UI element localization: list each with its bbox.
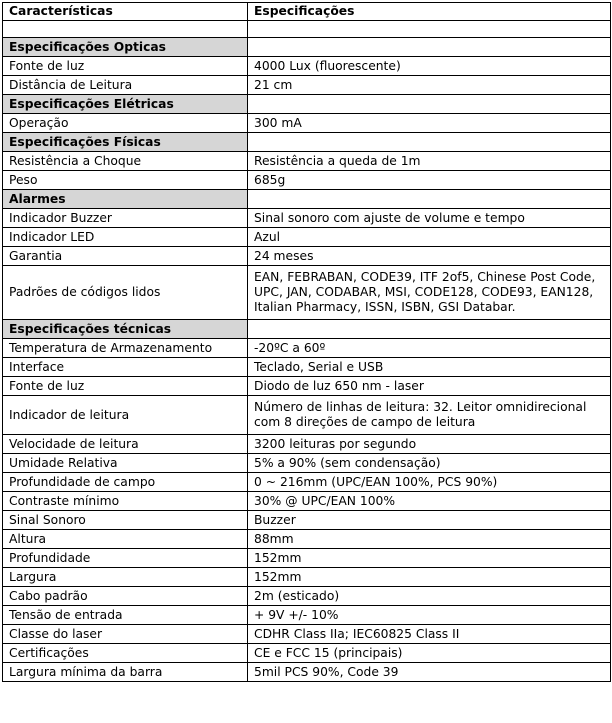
table-row bbox=[3, 625, 611, 644]
table-row bbox=[3, 266, 611, 320]
section-title: Especificações Elétricas bbox=[3, 95, 248, 114]
feature-value: 2m (esticado) bbox=[248, 587, 611, 606]
section-header-row bbox=[3, 320, 611, 339]
feature-label: Resistência a Choque bbox=[3, 152, 248, 171]
section-header-row bbox=[3, 95, 611, 114]
header-characteristics: Características bbox=[3, 3, 248, 21]
table-row bbox=[3, 454, 611, 473]
section-empty-cell bbox=[248, 38, 611, 57]
table-row bbox=[3, 644, 611, 663]
feature-value: Número de linhas de leitura: 32. Leitor omnidirecional com 8 direções de campo de leitura bbox=[248, 396, 611, 435]
feature-label: Cabo padrão bbox=[3, 587, 248, 606]
feature-label: Distância de Leitura bbox=[3, 76, 248, 95]
section-header-row bbox=[3, 190, 611, 209]
table-row bbox=[3, 473, 611, 492]
feature-label: Sinal Sonoro bbox=[3, 511, 248, 530]
table-row bbox=[3, 114, 611, 133]
feature-value: CDHR Class IIa; IEC60825 Class II bbox=[248, 625, 611, 644]
feature-value: Sinal sonoro com ajuste de volume e tempo bbox=[248, 209, 611, 228]
feature-label: Profundidade bbox=[3, 549, 248, 568]
table-row bbox=[3, 76, 611, 95]
table-row bbox=[3, 606, 611, 625]
feature-label: Indicador de leitura bbox=[3, 396, 248, 435]
feature-value: 0 ~ 216mm (UPC/EAN 100%, PCS 90%) bbox=[248, 473, 611, 492]
specifications-body bbox=[3, 3, 611, 682]
table-row bbox=[3, 435, 611, 454]
table-row bbox=[3, 358, 611, 377]
feature-label: Indicador Buzzer bbox=[3, 209, 248, 228]
feature-value: Resistência a queda de 1m bbox=[248, 152, 611, 171]
feature-value: CE e FCC 15 (principais) bbox=[248, 644, 611, 663]
table-row bbox=[3, 339, 611, 358]
table-row bbox=[3, 377, 611, 396]
feature-value: EAN, FEBRABAN, CODE39, ITF 2of5, Chinese Post Code, UPC, JAN, CODABAR, MSI, CODE128, CODE93, EAN128, Italian Pharmacy, ISSN, ISBN, GSI Databar. bbox=[248, 266, 611, 320]
feature-label: Fonte de luz bbox=[3, 57, 248, 76]
section-empty-cell bbox=[248, 95, 611, 114]
feature-label: Temperatura de Armazenamento bbox=[3, 339, 248, 358]
feature-label: Profundidade de campo bbox=[3, 473, 248, 492]
section-empty-cell bbox=[248, 320, 611, 339]
table-row bbox=[3, 587, 611, 606]
feature-value: 685g bbox=[248, 171, 611, 190]
header-row bbox=[3, 3, 611, 21]
table-row bbox=[3, 663, 611, 682]
feature-value: + 9V +/- 10% bbox=[248, 606, 611, 625]
feature-value: Azul bbox=[248, 228, 611, 247]
feature-value: 24 meses bbox=[248, 247, 611, 266]
feature-label: Largura mínima da barra bbox=[3, 663, 248, 682]
table-row bbox=[3, 492, 611, 511]
table-row bbox=[3, 530, 611, 549]
feature-label: Operação bbox=[3, 114, 248, 133]
section-title: Especificações Opticas bbox=[3, 38, 248, 57]
section-title: Alarmes bbox=[3, 190, 248, 209]
table-row bbox=[3, 209, 611, 228]
feature-label: Largura bbox=[3, 568, 248, 587]
feature-value: 30% @ UPC/EAN 100% bbox=[248, 492, 611, 511]
feature-value: 5% a 90% (sem condensação) bbox=[248, 454, 611, 473]
table-row bbox=[3, 568, 611, 587]
feature-label: Garantia bbox=[3, 247, 248, 266]
feature-label: Tensão de entrada bbox=[3, 606, 248, 625]
feature-label: Indicador LED bbox=[3, 228, 248, 247]
spacer-cell bbox=[248, 21, 611, 38]
feature-label: Contraste mínimo bbox=[3, 492, 248, 511]
feature-value: Teclado, Serial e USB bbox=[248, 358, 611, 377]
feature-value: 3200 leituras por segundo bbox=[248, 435, 611, 454]
feature-label: Peso bbox=[3, 171, 248, 190]
feature-label: Classe do laser bbox=[3, 625, 248, 644]
header-specifications: Especificações bbox=[248, 3, 611, 21]
spacer-row bbox=[3, 21, 611, 38]
section-header-row bbox=[3, 38, 611, 57]
spacer-cell bbox=[3, 21, 248, 38]
specifications-table bbox=[2, 2, 611, 682]
feature-label: Velocidade de leitura bbox=[3, 435, 248, 454]
table-row bbox=[3, 549, 611, 568]
feature-value: 152mm bbox=[248, 549, 611, 568]
feature-label: Interface bbox=[3, 358, 248, 377]
table-row bbox=[3, 57, 611, 76]
table-row bbox=[3, 228, 611, 247]
table-row bbox=[3, 171, 611, 190]
feature-label: Certificações bbox=[3, 644, 248, 663]
section-header-row bbox=[3, 133, 611, 152]
section-empty-cell bbox=[248, 190, 611, 209]
feature-label: Umidade Relativa bbox=[3, 454, 248, 473]
feature-value: 300 mA bbox=[248, 114, 611, 133]
section-title: Especificações Físicas bbox=[3, 133, 248, 152]
feature-value: 4000 Lux (fluorescente) bbox=[248, 57, 611, 76]
table-row bbox=[3, 396, 611, 435]
table-row bbox=[3, 247, 611, 266]
feature-value: 152mm bbox=[248, 568, 611, 587]
feature-value: -20ºC a 60º bbox=[248, 339, 611, 358]
feature-label: Padrões de códigos lidos bbox=[3, 266, 248, 320]
feature-value: 21 cm bbox=[248, 76, 611, 95]
section-title: Especificações técnicas bbox=[3, 320, 248, 339]
feature-value: Diodo de luz 650 nm - laser bbox=[248, 377, 611, 396]
table-row bbox=[3, 511, 611, 530]
feature-value: Buzzer bbox=[248, 511, 611, 530]
feature-label: Fonte de luz bbox=[3, 377, 248, 396]
feature-label: Altura bbox=[3, 530, 248, 549]
section-empty-cell bbox=[248, 133, 611, 152]
table-row bbox=[3, 152, 611, 171]
feature-value: 88mm bbox=[248, 530, 611, 549]
feature-value: 5mil PCS 90%, Code 39 bbox=[248, 663, 611, 682]
